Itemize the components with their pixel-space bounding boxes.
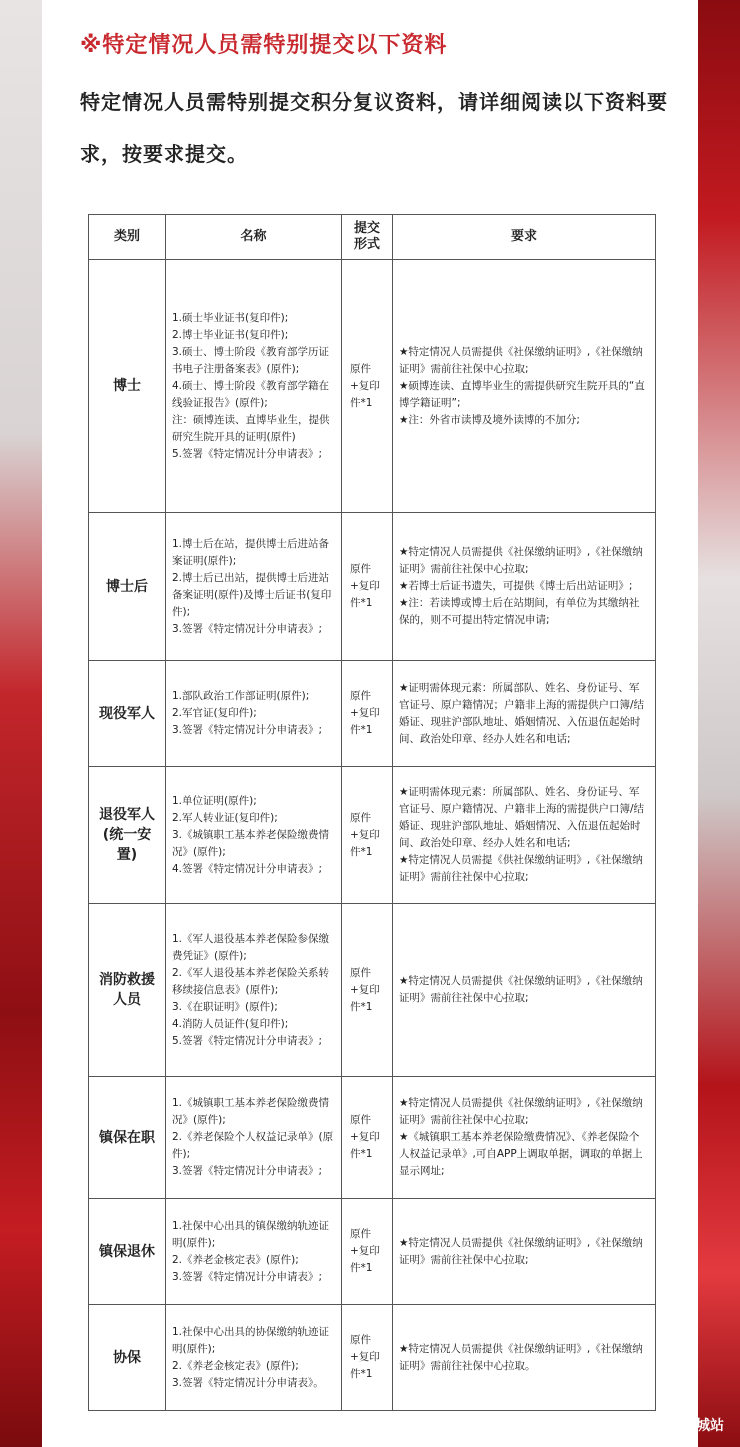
material-item: 1.硕士毕业证书(复印件); <box>172 311 289 324</box>
material-item: 1.《城镇职工基本养老保险缴费情况》(原件); <box>172 1097 330 1126</box>
requirement-item: ★注：外省市读博及境外读博的不加分; <box>399 413 580 426</box>
material-item: 2.博士后已出站，提供博士后进站备案证明(原件)及博士后证书(复印件); <box>172 571 332 618</box>
material-item: 5.签署《特定情况计分申请表》; <box>172 1034 323 1047</box>
table-row <box>89 1077 656 1199</box>
section-title: ※特定情况人员需特别提交以下资料 <box>80 33 448 58</box>
requirement-item: ★硕博连读、直博毕业生的需提供研究生院开具的“直博学籍证明”; <box>399 379 645 409</box>
material-item: 2.军人转业证(复印件); <box>172 811 278 824</box>
material-item: 1.单位证明(原件); <box>172 794 257 807</box>
material-item: 2.《养老金核定表》(原件); <box>172 1253 299 1266</box>
row-category: 镇保在职 <box>89 1077 166 1199</box>
requirement-item: ★《城镇职工基本养老保险缴费情况》、《养老保险个人权益记录单》,可自APP上调取单据，调取的单据上显示网址; <box>399 1131 643 1177</box>
row-submission-form: 原件+复印件*1 <box>342 260 393 513</box>
material-item: 2.博士毕业证书(复印件); <box>172 328 289 341</box>
row-requirements <box>393 513 656 661</box>
row-material-list <box>166 767 342 904</box>
material-item: 3.签署《特定情况计分申请表》; <box>172 1165 323 1177</box>
table-row <box>89 767 656 904</box>
material-item: 3.《城镇职工基本养老保险缴费情况》(原件); <box>172 828 330 858</box>
row-submission-form: 原件+复印件*1 <box>342 1077 393 1199</box>
row-category: 博士后 <box>89 513 166 661</box>
requirement-item: ★若博士后证书遗失，可提供《博士后出站证明》; <box>399 580 633 592</box>
row-submission-form: 原件+复印件*1 <box>342 1199 393 1305</box>
row-submission-form: 原件+复印件*1 <box>342 767 393 904</box>
material-item: 3.签署《特定情况计分申请表》; <box>172 622 323 635</box>
requirement-item: ★特定情况人员需提《供社保缴纳证明》,《社保缴纳证明》需前往社保中心拉取; <box>399 854 643 883</box>
table-row <box>89 513 656 661</box>
table-row <box>89 904 656 1077</box>
row-requirements <box>393 767 656 904</box>
table-row <box>89 661 656 767</box>
row-material-list <box>166 513 342 661</box>
material-item: 2.《养老保险个人权益记录单》(原件); <box>172 1131 334 1160</box>
row-requirements <box>393 904 656 1077</box>
row-material-list <box>166 1077 342 1199</box>
material-item: 2.《养老金核定表》(原件); <box>172 1359 299 1372</box>
row-category: 镇保退休 <box>89 1199 166 1305</box>
row-category: 现役军人 <box>89 661 166 767</box>
material-item: 4.消防人员证件(复印件); <box>172 1017 289 1030</box>
background-right-decoration <box>692 0 740 1447</box>
requirement-item: ★特定情况人员需提供《社保缴纳证明》,《社保缴纳证明》需前往社保中心拉取; <box>399 1236 643 1266</box>
material-item: 1.部队政治工作部证明(原件); <box>172 690 310 702</box>
material-item: 2.《军人退役基本养老保险关系转移续接信息表》(原件); <box>172 966 330 996</box>
material-item: 4.签署《特定情况计分申请表》; <box>172 862 323 875</box>
row-material-list <box>166 260 342 513</box>
row-submission-form: 原件+复印件*1 <box>342 1305 393 1411</box>
requirement-item: ★特定情况人员需提供《社保缴纳证明》,《社保缴纳证明》需前往社保中心拉取; <box>399 975 643 1004</box>
material-item: 3.签署《特定情况计分申请表》; <box>172 724 323 736</box>
material-item: 3.签署《特定情况计分申请表》; <box>172 1270 323 1283</box>
table-header-row <box>89 215 656 260</box>
row-material-list <box>166 1199 342 1305</box>
header-category: 类别 <box>89 215 166 260</box>
row-requirements <box>393 1077 656 1199</box>
row-category: 协保 <box>89 1305 166 1411</box>
material-item: 1.《军人退役基本养老保险参保缴费凭证》(原件); <box>172 932 330 962</box>
requirement-item: ★特定情况人员需提供《社保缴纳证明》,《社保缴纳证明》需前往社保中心拉取; <box>399 546 643 575</box>
row-category: 退役军人(统一安置) <box>89 767 166 904</box>
row-material-list <box>166 904 342 1077</box>
row-submission-form: 原件+复印件*1 <box>342 513 393 661</box>
material-item: 5.签署《特定情况计分申请表》; <box>172 447 323 460</box>
header-name: 名称 <box>166 215 342 260</box>
requirement-item: ★特定情况人员需提供《社保缴纳证明》,《社保缴纳证明》需前往社保中心拉取; <box>399 1097 643 1126</box>
table-row <box>89 1199 656 1305</box>
row-category: 博士 <box>89 260 166 513</box>
row-submission-form: 原件+复印件*1 <box>342 661 393 767</box>
row-material-list <box>166 661 342 767</box>
requirement-item: ★证明需体现元素：所属部队、姓名、身份证号、军官证号、原户籍情况、户籍非上海的需提供户口簿/结婚证、现驻沪部队地址、婚姻情况、入伍退伍起始时间、政治处印章、经办人姓名和电话; <box>399 786 645 849</box>
material-item: 注：硕博连读、直博毕业生，提供研究生院开具的证明(原件) <box>172 413 330 443</box>
header-form: 提交形式 <box>342 215 393 260</box>
row-requirements <box>393 260 656 513</box>
material-item: 1.社保中心出具的镇保缴纳轨迹证明(原件); <box>172 1219 330 1249</box>
row-requirements <box>393 1305 656 1411</box>
material-item: 1.博士后在站，提供博士后进站备案证明(原件); <box>172 537 330 567</box>
header-requirement: 要求 <box>393 215 656 260</box>
material-item: 3.硕士、博士阶段《教育部学历证书电子注册备案表》(原件); <box>172 345 330 375</box>
row-requirements <box>393 1199 656 1305</box>
material-item: 3.《在职证明》(原件); <box>172 1000 278 1013</box>
row-material-list <box>166 1305 342 1411</box>
requirement-item: ★特定情况人员需提供《社保缴纳证明》,《社保缴纳证明》需前往社保中心拉取。 <box>399 1342 643 1372</box>
requirement-item: ★特定情况人员需提供《社保缴纳证明》,《社保缴纳证明》需前往社保中心拉取; <box>399 345 643 375</box>
row-submission-form: 原件+复印件*1 <box>342 904 393 1077</box>
table-row <box>89 260 656 513</box>
material-item: 4.硕士、博士阶段《教育部学籍在线验证报告》(原件); <box>172 379 330 409</box>
material-item: 2.军官证(复印件); <box>172 707 257 719</box>
row-category: 消防救援人员 <box>89 904 166 1077</box>
requirement-item: ★注：若读博或博士后在站期间，有单位为其缴纳社保的，则不可提出特定情况申请; <box>399 597 640 626</box>
table-row <box>89 1305 656 1411</box>
row-requirements <box>393 661 656 767</box>
watermark: 搜狐号@搜狐焦点宣城站 <box>570 1418 724 1434</box>
document-card <box>42 0 698 1447</box>
intro-paragraph: 特定情况人员需特别提交积分复议资料，请详细阅读以下资料要求，按要求提交。 <box>80 90 668 166</box>
requirement-item: ★证明需体现元素：所属部队、姓名、身份证号、军官证号、原户籍情况；户籍非上海的需提供户口簿/结婚证、现驻沪部队地址、婚姻情况、入伍退伍起始时间、政治处印章、经办人姓名和电话; <box>399 681 645 745</box>
materials-table <box>88 214 656 1411</box>
material-item: 1.社保中心出具的协保缴纳轨迹证明(原件); <box>172 1325 330 1355</box>
material-item: 3.签署《特定情况计分申请表》。 <box>172 1376 324 1389</box>
